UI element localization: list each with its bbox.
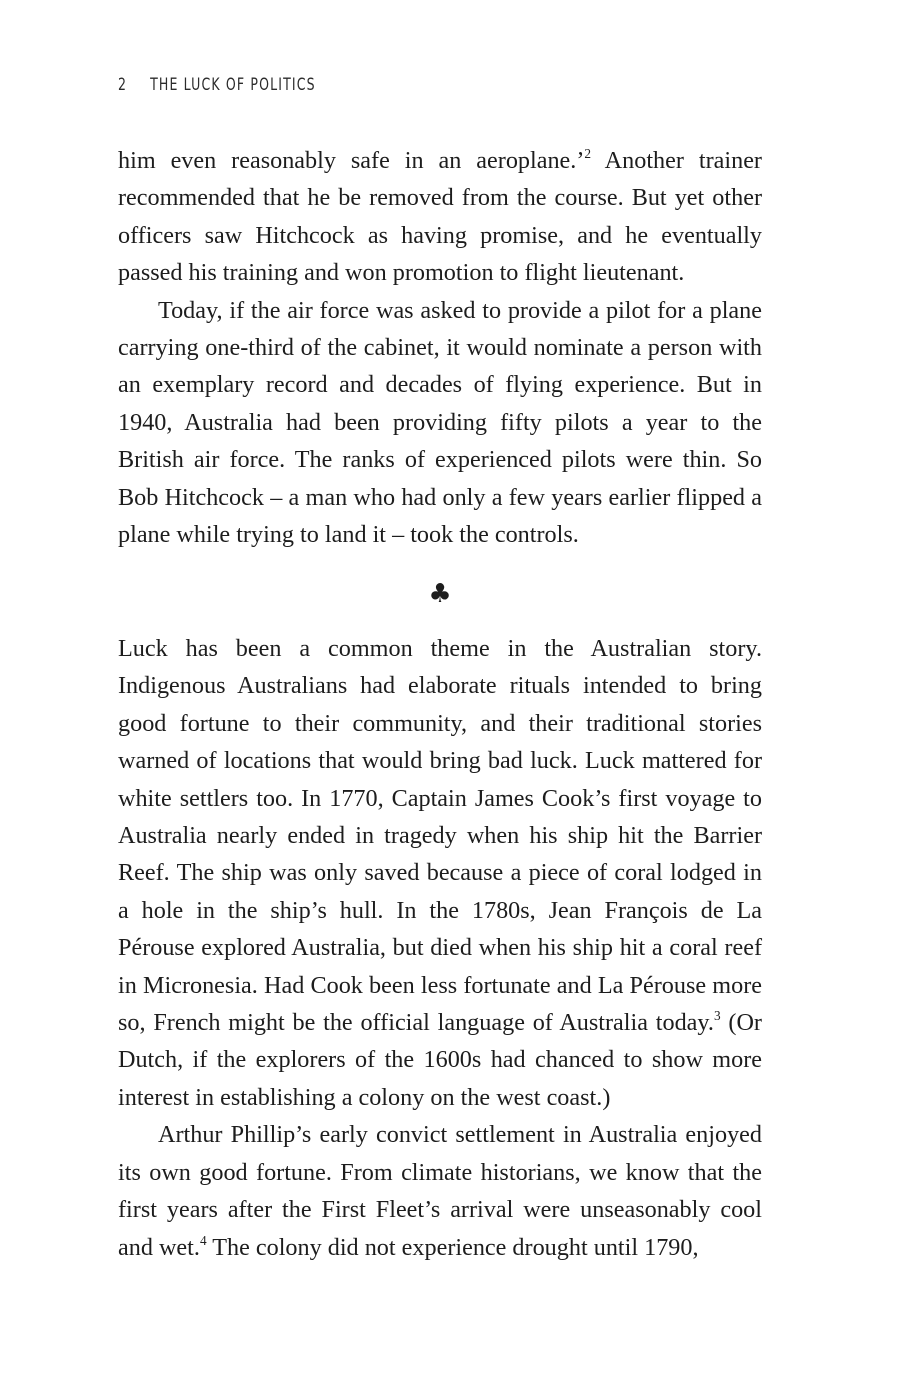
paragraph: [118, 1116, 762, 1266]
footnote-ref: 3: [713, 1008, 721, 1024]
running-head: [118, 70, 316, 100]
footnote-ref: 4: [199, 1232, 207, 1248]
paragraph-text: Today, if the air force was asked to provide a pilot for a plane carrying one-third of the cabinet, it would nominate a person with an exemplary record and decades of flying experience. But in 1940, Australia had been providing fifty pilots a year to the British air force. The ranks of experienced pilots were thin. So Bob Hitchcock – a man who had only a few years earlier flipped a plane while trying to land it – took the controls.: [118, 296, 762, 549]
footnote-ref: 2: [584, 146, 592, 162]
paragraph-text: (Or Dutch, if the explorers of the 1600s had chanced to show more interest in establishing a colony on the west coast.): [118, 1009, 762, 1111]
paragraph-text: him even reasonably safe in an aeroplane.’: [118, 147, 585, 174]
section-break-club-icon: ♣: [428, 579, 452, 609]
paragraph: [118, 630, 762, 1116]
paragraph-text: The colony did not experience drought until 1790,: [206, 1233, 699, 1261]
paragraph-text: Luck has been a common theme in the Australian story. Indigenous Australians had elaborate rituals intended to bring good fortune to their community, and their traditional stories warned of locations that would bring bad luck. Luck mattered for white settlers too. In 1770, Captain James Cook’s first voyage to Australia nearly ended in tragedy when his ship hit the Barrier Reef. The ship was only saved because a piece of coral lodged in a hole in the ship’s hull. In the 1780s, Jean François de La Pérouse explored Australia, but died when his ship hit a coral reef in Micronesia. Had Cook been less fortunate and La Pérouse more so, French might be the official language of Australia today.: [118, 635, 762, 1037]
page-number: 2: [118, 75, 128, 95]
paragraph-text: Arthur Phillip’s early convict settlement in Australia enjoyed its own good fortune. From climate historians, we know that the first years after the First Fleet’s arrival were unseasonably cool and wet.: [118, 1121, 762, 1261]
paragraph: [118, 292, 762, 554]
text-block-bottom: [118, 630, 762, 1266]
running-title: THE LUCK OF POLITICS: [150, 75, 316, 95]
text-block-top: [118, 142, 762, 553]
paragraph: [118, 142, 762, 292]
paragraph-text: Another trainer recommended that he be removed from the course. But yet other officers saw Hitchcock as having promise, and he eventually passed his training and won promotion to flight lieutenant.: [118, 147, 762, 287]
